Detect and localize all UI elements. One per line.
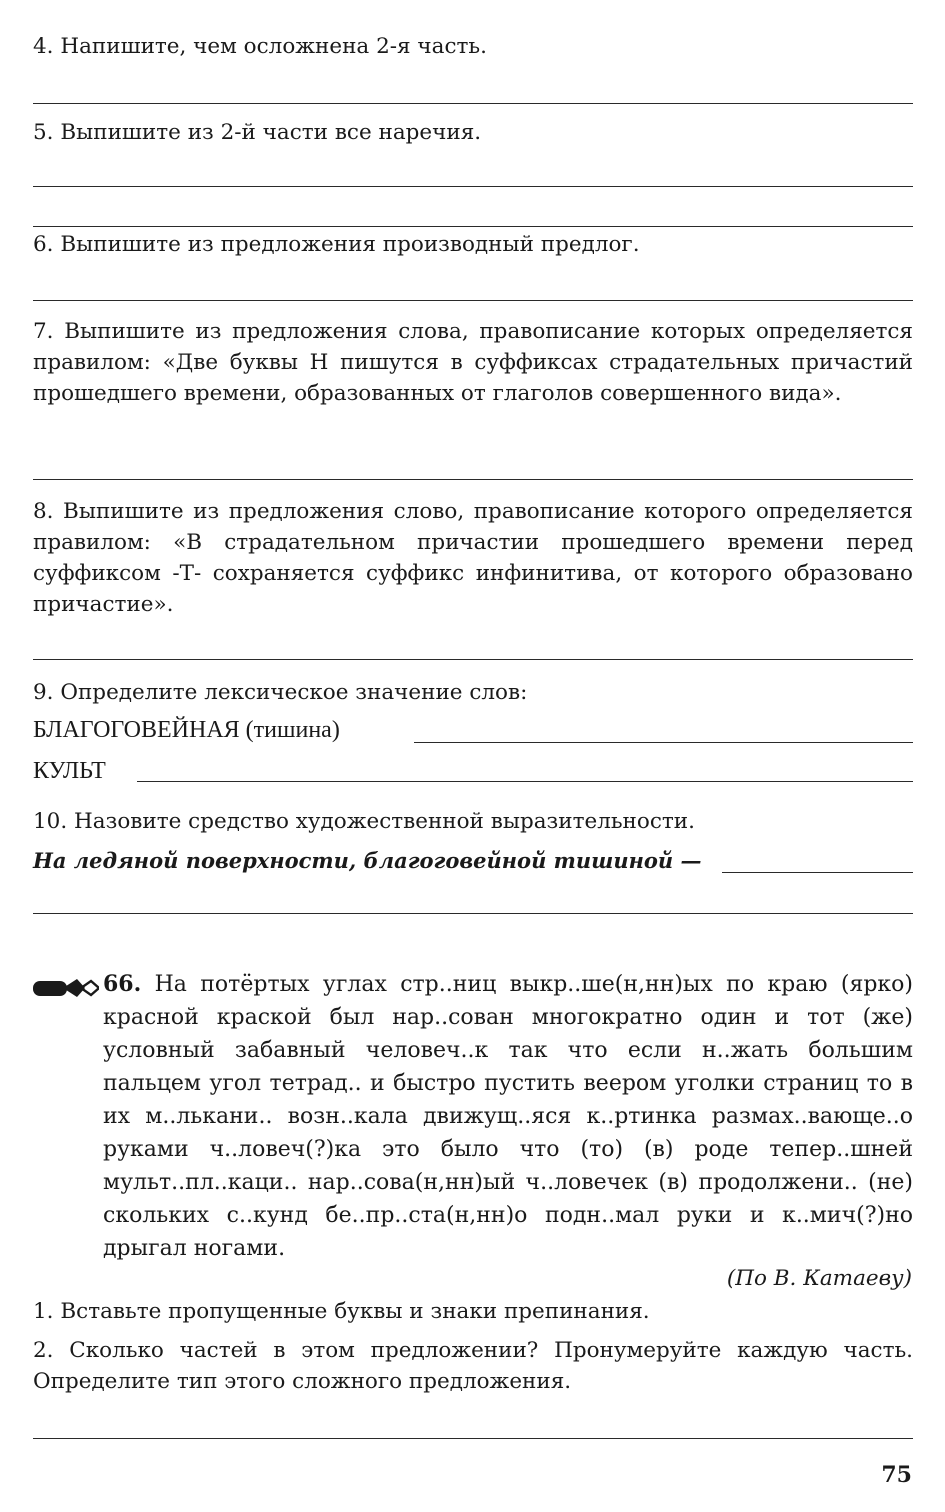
exercise-source: (По В. Катаеву): [726, 1266, 912, 1291]
answer-line: [722, 872, 913, 873]
page-number: 75: [881, 1462, 912, 1488]
answer-line: [33, 300, 913, 301]
question-8: 8. Выпишите из предложения слово, правописание которого определяется правилом: «В страдательном причастии прошедшего времени перед суффиксом -Т- сохраняется суффикс инфинитива, от которого образовано причастие».: [33, 499, 913, 617]
question-10: 10. Назовите средство художественной выразительности.: [33, 809, 695, 834]
question-5: 5. Выпишите из 2-й части все наречия.: [33, 120, 482, 145]
exercise-marker-icon: [33, 976, 99, 1000]
task-2: 2. Сколько частей в этом предложении? Пронумеруйте каждую часть. Определите тип этого сложного предложения.: [33, 1338, 913, 1394]
task-1: 1. Вставьте пропущенные буквы и знаки препинания.: [33, 1299, 650, 1324]
expressive-phrase: На ледяной поверхности, благоговейной тишиной —: [33, 848, 702, 873]
exercise-number: 66.: [103, 971, 142, 997]
answer-line: [33, 103, 913, 104]
word-kult: КУЛЬТ: [33, 758, 106, 784]
question-7: 7. Выпишите из предложения слова, правописание которых определяется правилом: «Две буквы Н пишутся в суффиксах страдательных причастий прошедшего времени, образованных от глаголов совершенного вида».: [33, 319, 913, 406]
answer-line: [414, 742, 913, 743]
exercise-text: На потёртых углах стр..ниц выкр..ше(н,нн)ых по краю (ярко) красной краской был нар..сован многократно один и тот (же) условный забавный человеч..к так что если н..жать большим пальцем угол тетрад.. и быстро пустить веером уголки страниц то в их м..лькани.. возн..кала движущ..яся к..ртинка размах..вающе..о руками ч..ловеч(?)ка это было что (то) (в) роде тепер..шней мульт..пл..каци.. нар..сова(н,нн)ый ч..ловечек (в) продолжени.. (не) скольких с..кунд бе..пр..ста(н,нн)о подн..мал руки и к..мич(?)но дрыгал ногами.: [103, 972, 913, 1261]
answer-line: [33, 479, 913, 480]
question-4: 4. Напишите, чем осложнена 2-я часть.: [33, 34, 487, 59]
question-6: 6. Выпишите из предложения производный предлог.: [33, 232, 640, 257]
exercise-66: [103, 968, 913, 1265]
answer-line: [33, 226, 913, 227]
answer-line: [137, 781, 913, 782]
answer-line: [33, 913, 913, 914]
question-9: 9. Определите лексическое значение слов:: [33, 680, 528, 705]
answer-line: [33, 186, 913, 187]
answer-line: [33, 1438, 913, 1439]
word-blagogoveinaya: БЛАГОГОВЕЙНАЯ (тишина): [33, 717, 340, 743]
answer-line: [33, 659, 913, 660]
